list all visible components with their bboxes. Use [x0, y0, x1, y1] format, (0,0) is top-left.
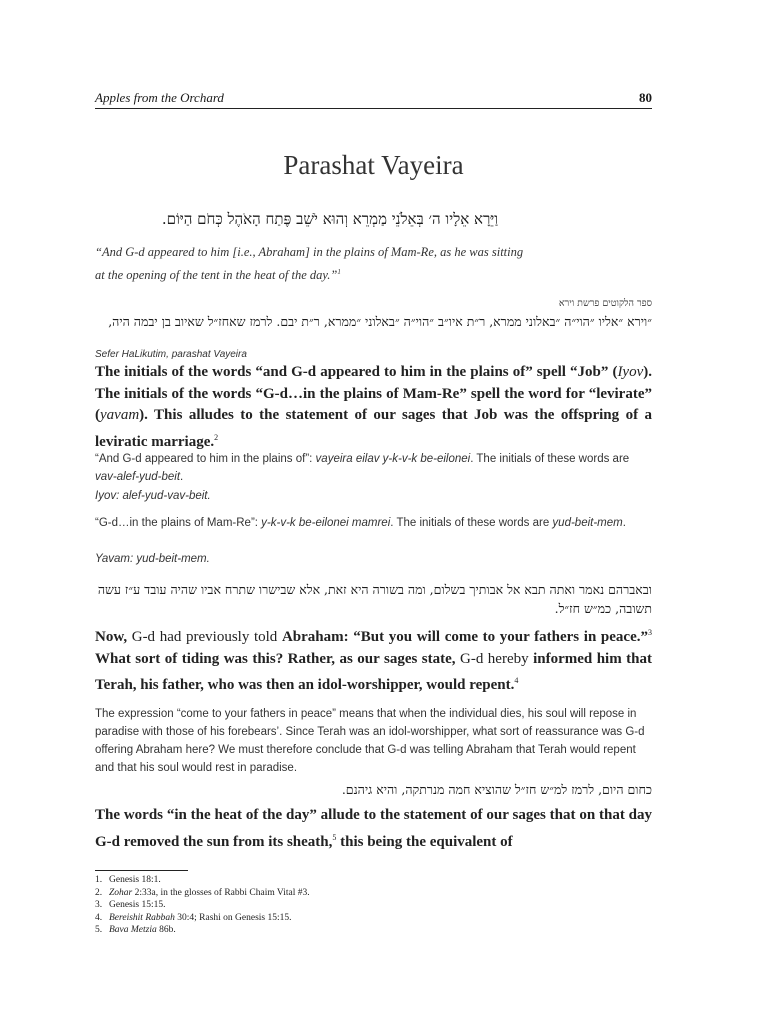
running-header — [95, 90, 652, 109]
verse-hebrew: וַיֵּרָא אֵלָיו ה׳ בְּאֵלֹנֵי מַמְרֵא וְהוּא יֹשֵׁב פֶּתַח הָאֹהֶל כְּחֹם הַיּוֹם. — [161, 210, 499, 228]
para1-text-b: ). The initials of the words “G-d…in the plains of Mam-Re” spell the word for “levirate” ( — [95, 364, 652, 423]
para3-a: The words “in the heat of the day” allude to the statement of our sages that on that day G-d removed the sun from its sheath, — [95, 807, 652, 850]
footnote-ref-2: 2 — [214, 432, 219, 442]
paragraph-heat-of-day — [95, 805, 652, 853]
book-page — [95, 0, 652, 1024]
source-hebrew: ספר הלקוטים פרשת וירא — [558, 298, 652, 309]
para2-c: Abraham: “But you will come to your fathers in peace.” — [281, 629, 648, 645]
footnote-2-italic: Zohar — [109, 887, 133, 898]
footnote-5-text: 86b. — [156, 925, 176, 935]
footnote-2-text: 2:33a, in the glosses of Rabbi Chaim Vital #3. — [132, 887, 310, 898]
hebrew-paragraph-abraham: ובאברהם נאמר ואתה תבא אל אבותיך בשלום, ומה בשורה היא זאת, אלא שבישרו שתרח אביו שהיה עובד ע״ז עשה תשובה, כמ״ש חז״ל. — [97, 582, 652, 616]
note4-text: Yavam: yud-beit-mem. — [95, 553, 210, 565]
page-title: Parashat Vayeira — [283, 150, 464, 180]
para1-italic-b: yavam — [100, 407, 140, 423]
note3-e: . — [622, 517, 626, 529]
note-yavam — [95, 550, 652, 568]
para2-a: Now, — [95, 629, 132, 645]
verse-english-text: “And G-d appeared to him [i.e., Abraham] in the plains of Mam-Re, as he was sitting at the opening of the tent in the heat of the day.” — [95, 245, 524, 283]
footnote-4-italic: Bereishit Rabbah — [109, 912, 175, 923]
para1-italic-a: Iyov — [617, 364, 644, 380]
para2-f: informed him that Terah, his father, who was then an idol-worshipper, would repent. — [95, 650, 653, 693]
footnotes — [95, 874, 495, 937]
hebrew-paragraph-heat: כחום היום, לרמז למ״ש חז״ל שהוציא חמה מנרתקה, והיא גיהנם. — [341, 782, 652, 797]
footnote-3-num: 3. — [95, 900, 103, 910]
note3-d: yud-beit-mem — [552, 517, 623, 529]
page-number: 80 — [639, 90, 652, 105]
footnote-2-num: 2. — [95, 887, 103, 898]
note3-a: “G-d…in the plains of Mam-Re”: — [95, 517, 262, 529]
note-iyov — [95, 487, 652, 505]
footnote-1-text: Genesis 18:1. — [109, 875, 161, 885]
footnote-5-num: 5. — [95, 925, 103, 935]
note-fathers-in-peace: The expression “come to your fathers in peace” means that when the individual dies, his soul will repose in paradise with those of his forebears’. Since Terah was an idol-worshipper, what sort of reassurance was G-d offering Abraham here? We must therefore conclude that G-d was telling Abraham that Terah would repent and that his soul would rest in paradise. — [95, 708, 645, 774]
note3-c: . The initials of these words are — [390, 517, 553, 529]
note1-d: vav-alef-yud-beit — [95, 471, 181, 483]
note1-b: vayeira eilav y-k-v-k be-eilonei — [315, 453, 471, 465]
paragraph-job-levirate — [95, 362, 652, 453]
para1-text-c: ). This alludes to the statement of our sages that Job was the offspring of a leviratic marriage. — [95, 407, 652, 450]
footnote-5-italic: Bava Metzia — [109, 925, 157, 935]
note3-b: y-k-v-k be-eilonei mamrei — [261, 517, 391, 529]
paragraph-abraham-terah — [95, 622, 652, 697]
note1-e: . — [180, 471, 184, 483]
note1-c: . The initials of these words are — [470, 453, 630, 465]
footnote-3-text: Genesis 15:15. — [109, 900, 166, 910]
quote-hebrew: ״וירא ״אליו ״הוי״ה ״באלוני ממרא, ר״ת איו״ב ״הוי״ה ״באלוני ״ממרא, ר״ת יבם. לרמז שאחז״ל שאיוב בן יבמה היה, — [108, 314, 652, 329]
para2-d: What sort of tiding was this? Rather, as our sages state, — [95, 650, 460, 667]
footnote-5 — [95, 924, 495, 937]
para2-b: G-d had previously told — [131, 629, 282, 645]
footnote-1 — [95, 874, 495, 887]
footnote-ref-4: 4 — [514, 676, 519, 685]
note1-a: “And G-d appeared to him in the plains of”: — [95, 453, 316, 465]
footnote-ref-1: 1 — [337, 268, 341, 276]
footnote-ref-5: 5 — [332, 832, 337, 842]
footnote-3 — [95, 899, 495, 912]
para1-text-a: The initials of the words “and G-d appeared to him in the plains of” spell “Job” ( — [95, 364, 618, 380]
para3-b: this being the equivalent of — [336, 833, 513, 850]
footnote-2 — [95, 887, 495, 900]
footnote-ref-3: 3 — [648, 628, 652, 637]
note-initials-2 — [95, 514, 652, 532]
footnote-4-text: 30:4; Rashi on Genesis 15:15. — [174, 912, 292, 923]
footnote-4-num: 4. — [95, 912, 103, 923]
verse-english — [95, 242, 535, 285]
para2-e: G-d hereby — [460, 650, 529, 667]
book-title: Apples from the Orchard — [95, 90, 224, 105]
note2-text: Iyov: alef-yud-vav-beit. — [95, 490, 211, 502]
footnote-1-num: 1. — [95, 875, 103, 885]
note-initials-1 — [95, 450, 652, 486]
footnote-divider — [95, 870, 188, 871]
source-english: Sefer HaLikutim, parashat Vayeira — [95, 349, 247, 360]
footnote-4 — [95, 912, 495, 925]
